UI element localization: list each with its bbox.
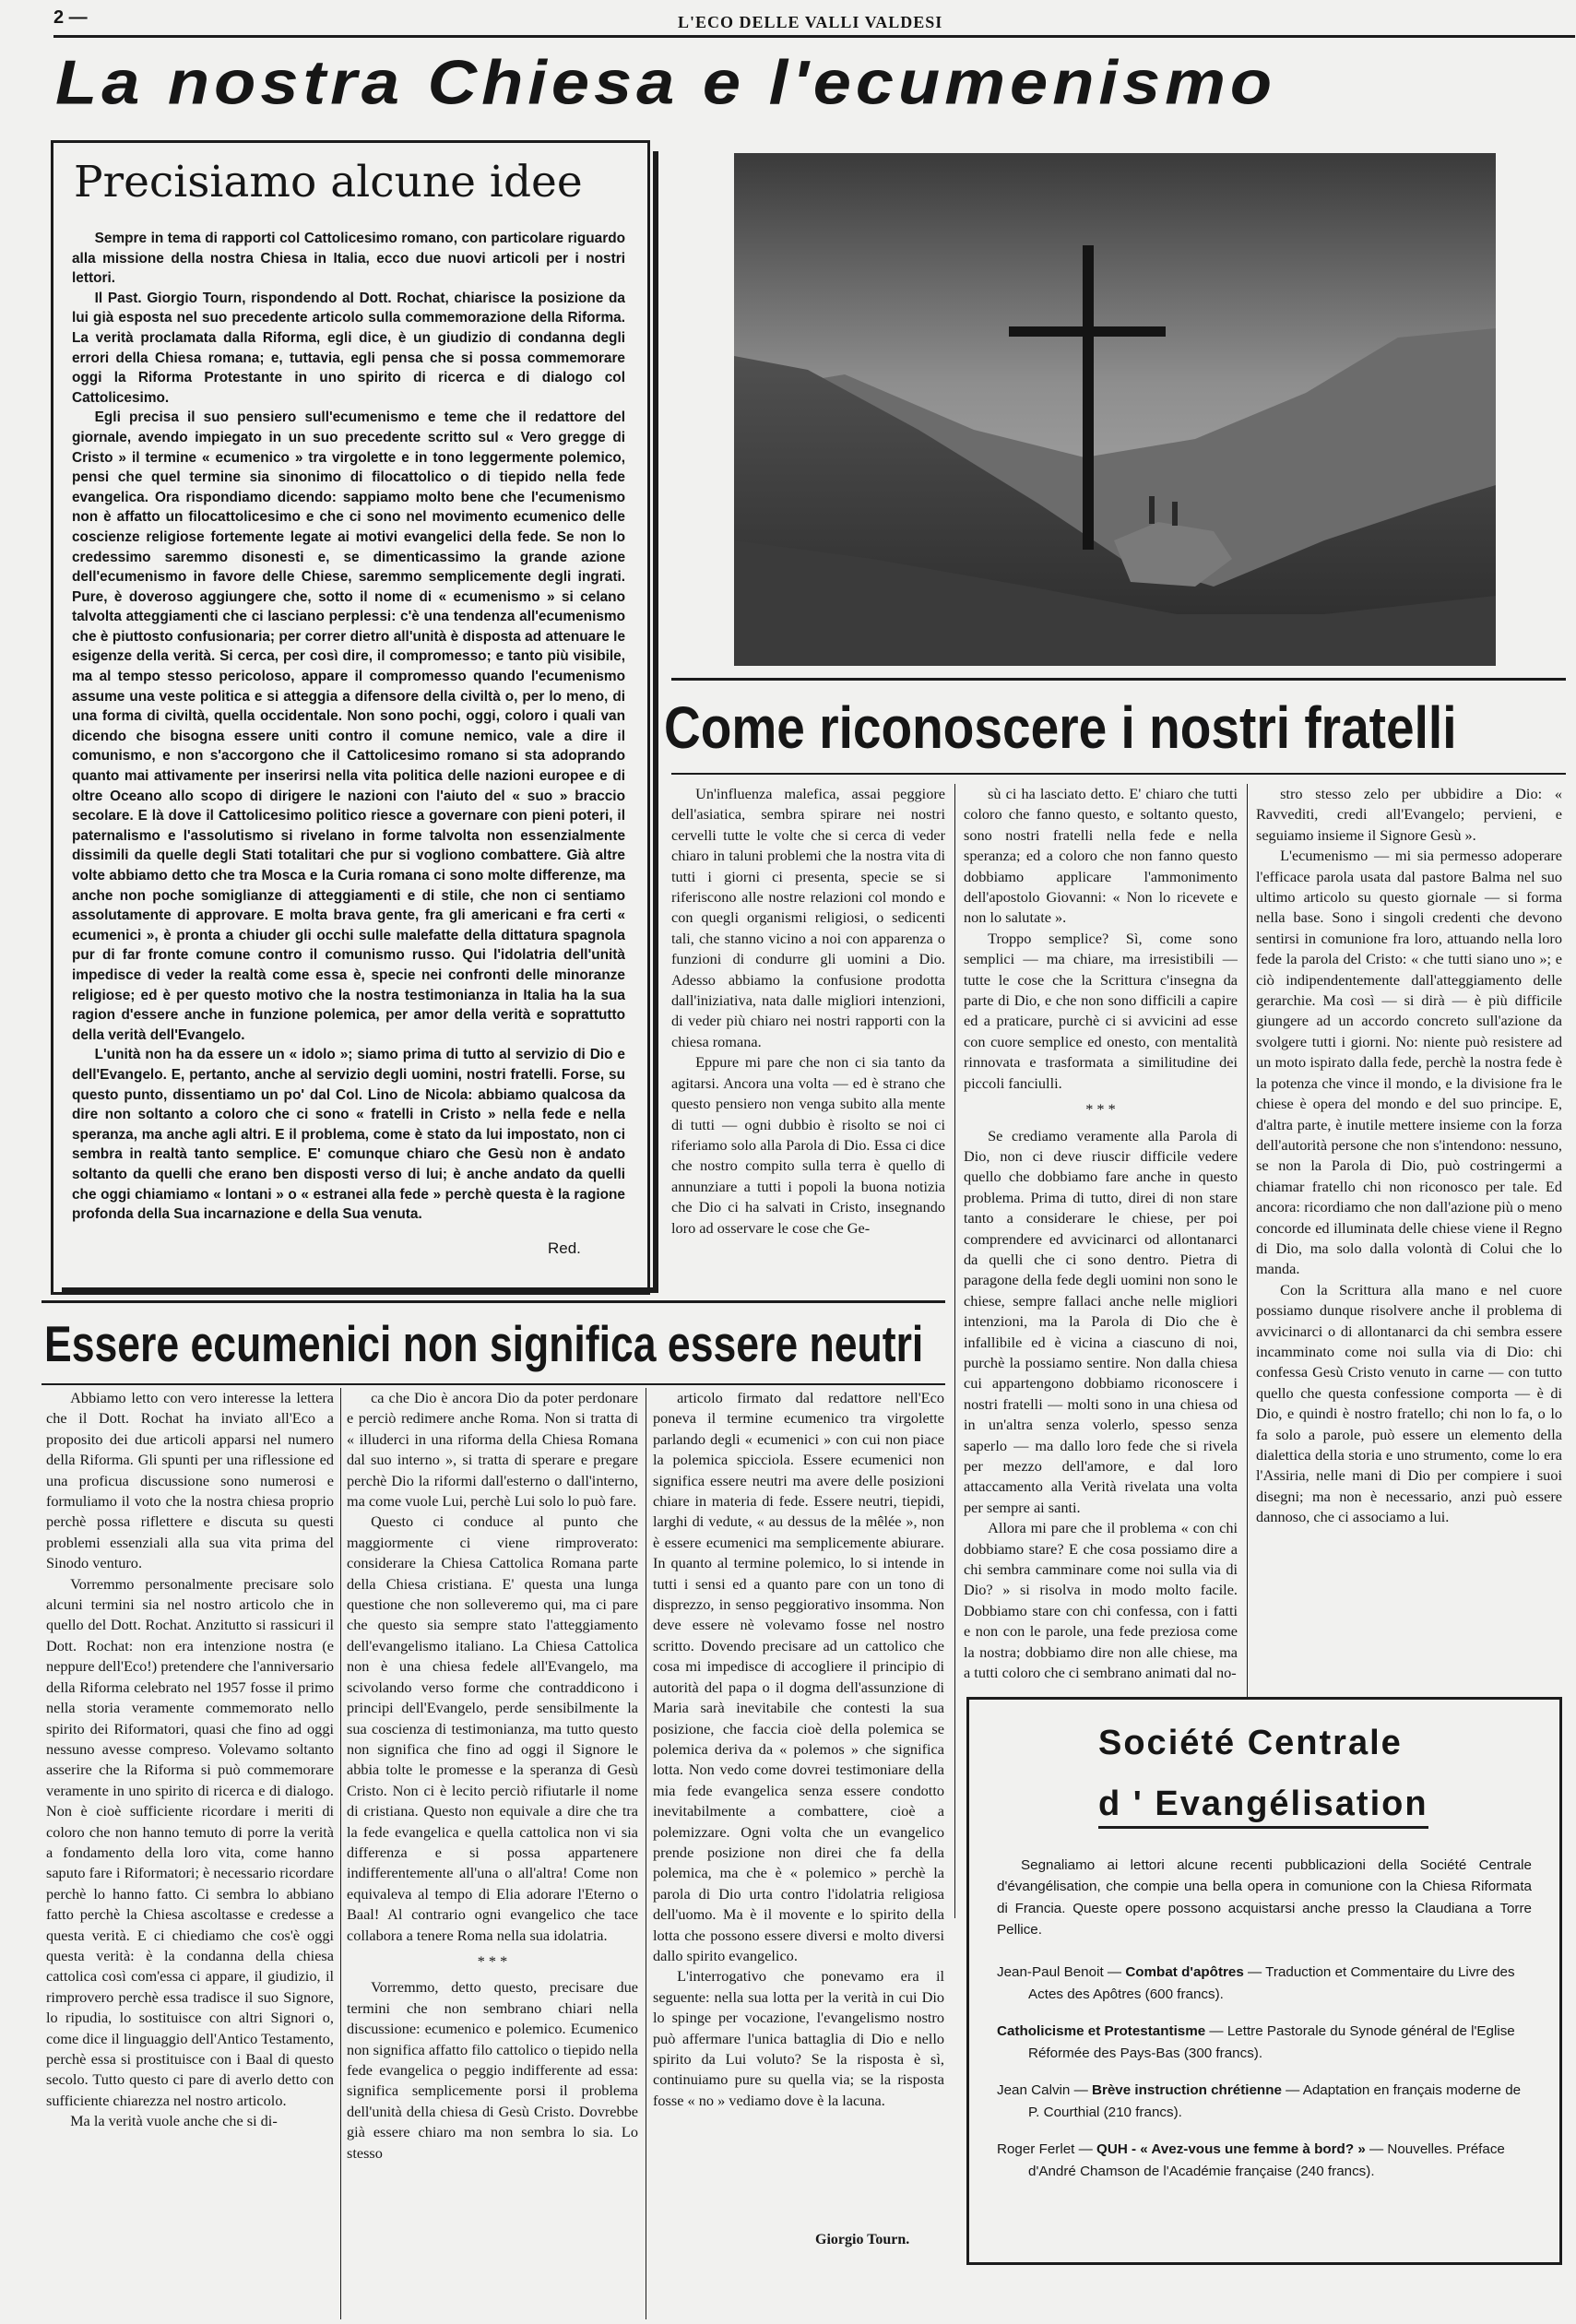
article3-title-rule	[41, 1383, 945, 1385]
masthead-rule	[53, 35, 1575, 38]
article3-paragraph: Vorremmo personalmente precisare solo alcuni termini sia nel nostro articolo che in quello del Dott. Rochat. Anzitutto si rassicuri il Dott. Rochat: non era intenzione nostra (e neppure dell'Eco!) pretendere che l'anniversario della Riforma celebrato nel 1957 fosse il primo nella storia veramente commemorato nello spirito dei Riformatori, quasi che fino ad oggi nessuno avesse compreso. Volevamo soltanto asserire che la Riforma si può commemorare veramente in uno spirito di ricerca e di dialogo. Non è cioè sufficiente ricordare i meriti di coloro che non hanno temuto di porre la verità a fondamento della loro vita, come hanno saputo fare i Riformatori; è necessario ricordare perchè lo hanno fatto. Ci sembra lo abbiano fatto perchè la Chiesa ascoltasse e credesse a questa verità. E ci chiediamo che cos'è oggi questa verità: è la condanna della chiesa cattolica così com'essa ci appare, il giudizio, il rimprovero perchè essa tradisce il suo Signore, lo ripudia, lo sostituisce con altri Signori o, come dice il linguaggio dell'Antico Testamento, perchè essa si prostituisce con i Baal di questo secolo. Tutto questo ci pare di averlo detto con sufficiente chiarezza nel nostro articolo.	[46, 1574, 334, 2109]
sce-title-line2: d ' Evangélisation	[1098, 1784, 1428, 1829]
article2-title: Come riconoscere i nostri fratelli	[664, 694, 1457, 761]
article2-paragraph: stro stesso zelo per ubbidire a Dio: « Ravvediti, credi all'Evangelo; pervieni, e seguiamo insieme il Signore Gesù ».	[1256, 785, 1562, 844]
banner-headline: La nostra Chiesa e l'ecumenismo	[55, 46, 1277, 118]
sce-list-item: Catholicisme et Protestantisme — Lettre Pastorale du Synode général de l'Eglise Réformée des Pays-Bas (300 francs).	[997, 2022, 1515, 2061]
article1-paragraph: L'unità non ha da essere un « idolo »; siamo prima di tutto al servizio di Dio e dell'Evangelo. E, pertanto, anche al servizio degli uomini, nostri fratelli. Forse, su questo punto, dissentiamo un po' dal Col. Lino de Nicola: abbiamo qualcosa da dire non soltanto a coloro che ci sono « fratelli in Cristo » nella fede e nella speranza, ma anche agli altri. E il problema, come è stato da lui impostato, non ci sembra in realtà tanto semplice. E' comunque chiaro che Gesù non è andato soltanto da quelli che erano ben disposti verso di lui; è anche andato da quelli che oggi chiamiamo « lontani » o « estranei alla fede » perchè questa è la ragione profonda della Sua incarnazione e della Sua venuta.	[72, 1047, 625, 1223]
article3-paragraph: L'interrogativo che ponevamo era il seguente: nella sua lotta per la verità in cui Dio lo spinge per vocazione, l'evangelismo nostro può affermare l'unica battaglia di Dio e nello spirito da Lui voluto? Se la risposta è sì, continuiamo pure su quella via; se la risposta fosse « no » vediamo dove è la lacuna.	[653, 1967, 944, 2109]
article3-paragraph: Abbiamo letto con vero interesse la lettera che il Dott. Rochat ha inviato all'Eco a proposito dei due articoli apparsi nel numero della Riforma. Gli spunti per una riflessione ed una proficua discussione sono numerosi e formuliamo il voto che la nostra chiesa proprio perchè possa riflettere e discuta su questi problemi essenziali alla sua vita prima del Sinodo venturo.	[46, 1389, 334, 1572]
article3-paragraph: articolo firmato dal redattore nell'Eco poneva il termine ecumenico tra virgolette parlando degli « ecumenici » con cui non piace la polemica spicciola. Essere ecumenici non significa essere neutri ma avere delle posizioni chiare in materia di fede. Essere neutri, tiepidi, larghi di vedute, « au dessus de la mêlée », non è essere ecumenici ma semplicemente abiurare. In quanto al termine polemico, lo si intende in tutti i sensi ed a quanto pare con un tono di disprezzo, in senso peggiorativo insomma. Non deve essere nè volevamo fosse nel nostro scritto. Dovendo precisare ad un cattolico che cosa mi impedisce di accogliere il principio di autorità del papa o il dogma dell'assunzione di Maria sarà inevitabile che contesti la sua posizione, che faccia cioè della polemica se polemica deriva da « polemos » che significa lotta. Non vedo come dovrei testimoniare della mia fede evangelica senza essere condotto inevitabilmente a combattere, cioè a polemizzare. Ogni volta che un evangelico prende posizione non direi che fa della polemica, ma che è « polemico » perchè la parola di Dio urta contro l'idolatria religiosa dell'uomo. Ma è il movente e lo spirito della lotta che possono essere diversi e molto diversi dallo spirito evangelico.	[653, 1389, 944, 1964]
sce-list-item: Roger Ferlet — QUH - « Avez-vous une femme à bord? » — Nouvelles. Préface d'André Chamson de l'Académie française (240 francs).	[997, 2140, 1505, 2179]
article3-column-2	[347, 1388, 638, 2319]
article2-title-rule	[671, 773, 1566, 775]
article1-signature: Red.	[548, 1239, 581, 1257]
sce-intro: Segnaliamo ai lettori alcune recenti pubblicazioni della Société Centrale d'évangélisation, che compie una bella opera in comunione con la Chiesa Riformata di Francia. Queste opere possono acquistarsi anche presso la Claudiana a Torre Pellice.	[997, 1857, 1532, 1939]
sce-box	[966, 1697, 1562, 2265]
article1-body	[72, 229, 625, 1262]
col-divider	[340, 1388, 341, 2319]
article3-signature: Giorgio Tourn.	[815, 2232, 910, 2247]
article3-paragraph: Vorremmo, detto questo, precisare due termini che non sembrano chiari nella discussione: ecumenico e polemico. Ecumenico non significa affatto filo cattolico o tiepido nella fede evangelica o peggio indifferente ad essa: significa semplicemente porsi il problema dell'unità della chiesa di Gesù Cristo. Dovrebbe già essere chiaro ma non sembra lo sia. Lo stesso	[347, 1978, 638, 2162]
sce-list	[997, 1962, 1532, 2183]
separator-stars: * * *	[1085, 1100, 1116, 1119]
article3-paragraph: Questo ci conduce al punto che maggiormente ci viene rimproverato: considerare la Chiesa Cattolica Romana parte della Chiesa cristiana. E' questa una lunga questione che non solleveremo qui, ma ci pare che questo sia sempre stato l'atteggiamento dell'evangelismo italiano. La Chiesa Cattolica non è una chiesa fedele all'Evangelo, ma scivolando verso forme che contraddicono i principi dell'Evangelo, perde sensibilmente la sua coscienza di testimonianza, ma tutto questo non significa che fino ad oggi il Signore le abbia tolte le promesse e la speranza di Gesù Cristo. Non ci è lecito perciò rifiutarle il nome di cristiana. Questo non equivale a dire che tra la fede evangelica e quella cattolica non vi sia differenza e si possa appartenere indifferentemente all'una o all'altra! Come non equivaleva al tempo di Elia adorare l'Eterno o Baal! Al contrario ogni evangelico che tace collabora a tenere Roma nella sua idolatria.	[347, 1512, 638, 1944]
article2-column-1	[671, 784, 945, 1300]
article1-paragraph: Sempre in tema di rapporti col Cattolicesimo romano, con particolare riguardo alla missione della nostra Chiesa in Italia, ecco due nuovi articoli per i nostri lettori.	[72, 231, 625, 287]
section-rule	[41, 1300, 945, 1303]
article2-paragraph: L'ecumenismo — mi sia permesso adoperare l'efficace parola usata dal pastore Balma nel suo ultimo articolo su questo giornale — si forma nella base. Sono i singoli credenti che devono sentirsi in comunione fra loro, attuando nella loro fede la parola del Cristo: « che tutti siano uno »; e ciò indipendentemente dall'atteggiamento delle gerarchie. Ma così — si dirà — è più difficile giungere ad un accordo concreto sull'azione da svolgere tutti i giorni. No: niente può resistere ad un moto ispirato dalla fede, perchè la nostra fede è la potenza che vince il mondo, e la divisione fra le chiese è opera del mondo e del suo principe. E, d'altra parte, è inutile mettere insieme con la forza dell'autorità persone che non s'intendono: nessuno, se non la Parola di Dio, può costringermi a chiamar fratello chi non riconosco per tale. Ed ancora: ricordiamo che non dall'azione più o meno concorde ed illuminata delle chiese viene il Regno di Dio, ma solo dalla volontà di Colui che lo manda.	[1256, 847, 1562, 1278]
article2-paragraph: Se crediamo veramente alla Parola di Dio, non ci deve riuscir difficile vedere quello che dobbiamo fare anche in questo problema. Prima di tutto, direi di non stare tanto a considerare le chiese, per poi comprendere ed avvicinarci od allontanarci da quelli che ci sono dentro. Pietra di paragone della fede degli uomini non sono le chiese, sempre fallaci anche nelle migliori intenzioni, ma la Parola di Dio che è infallibile ed è vicina a ciascuno di noi, purchè la possiamo sentire. Non dalla chiesa cui appartengono dobbiamo riconoscere i nostri fratelli — molti sono in una chiesa od in un'altra senza volerlo, spesso senza saperlo — ma dallo loro fede che si rivela per mezzo dell'amore, e dal loro attaccamento alla Verità rivelata una volta per sempre ai santi.	[964, 1126, 1238, 1516]
article1-paragraph: Egli precisa il suo pensiero sull'ecumenismo e teme che il redattore del giornale, avendo impiegato in un suo precedente scritto sul « Vero gregge di Cristo » il termine « ecumenico » tra virgolette e in tono leggermente polemico, pensi che quel termine sia sinonimo di filocattolico o di tiepido nella fede evangelica. Ora rispondiamo dicendo: sappiamo molto bene che l'ecumenismo non è affatto un filocattolicesimo e che ci sono nel movimento ecumenico delle coscienze religiose fortemente legate ai motivi evangelici della fede. Se non lo credessimo saremmo disonesti e, se dimenticassimo la grande azione dell'ecumenismo in favore delle Chiese, saremmo semplicemente degli ingrati. Pure, è doveroso aggiungere che, sotto il nome di « ecumenismo » si celano talvolta atteggiamenti che ci lasciano perplessi: c'è una tendenza all'ecumenismo che è piuttosto confusionaria; per correr dietro all'unità è disposta ad attenuare le esigenze della verità. Si cerca, per così dire, il compromesso; e tanto più visibile, ma al tempo stesso pericoloso, appare il compromesso quando l'ecumenismo assume una veste politica e si atteggia a difensore della civiltà o, per lo meno, di una forma di civiltà, quella occidentale. Non sono pochi, oggi, coloro i quali van dicendo che bisogna essere uniti contro il comune nemico, vale a dire il comunismo, e non s'accorgono che il Cattolicesimo romano si sta adoprando quanto mai attivamente per inserirsi nella vita politica delle nazioni europee e di oltre Oceano allo scopo di dirigere le nazioni con l'aiuto del « suo » braccio secolare. E là dove il Cattolicesimo politico riesce a governare con pieni poteri, il paternalismo e l'assolutismo si rivelano in forme talvolta non essenzialmente dissimili da quelle degli Stati totalitari che pur si vogliono combattere. Già altre volte abbiamo detto che tra Mosca e la Curia romana ci sono molte differenze, ma anche non poche somiglianze di atteggiamenti e di stile, che non ci sentiamo assolutamente di approvare. E molta brava gente, fra gli americani e fra certi « ecumenici », è pronta a chiuder gli occhi sulle malefatte della dittatura spagnola pur di far fronte comune contro il comunismo russo. Qui l'idolatria dell'unità impedisce di veder la realtà come essa è, specie nei confronti delle minoranze religiose; ed è per questo motivo che la nostra testimonianza in Italia ha la sua ragion d'essere anche in funzione polemica, per amor della verità e soprattutto della verità dell'Evangelo.	[72, 409, 625, 1043]
newspaper-name: L'ECO DELLE VALLI VALDESI	[678, 13, 943, 31]
article2-paragraph: Eppure mi pare che non ci sia tanto da agitarsi. Ancora una volta — ed è strano che questo pensiero non venga subito alla mente di tutti — ogni dubbio è risolto se noi ci riferiamo solo alla Parola di Dio. Essa ci dice che nostro compito sulla terra è quello di annunziare a tutti i popoli la buona notizia che Dio ci ha salvati in Cristo, insegnando loro ad osservare le cose che Ge-	[671, 1053, 945, 1237]
article1-paragraph: Il Past. Giorgio Tourn, rispondendo al Dott. Rochat, chiarisce la posizione da lui già esposta nel suo precedente articolo sulla commemorazione della Riforma. La verità proclamata dalla Riforma, egli dice, è un giudizio di condanna degli errori della Chiesa romana; e, tuttavia, egli pensa che si possa commemorare oggi la Riforma Protestante in uno spirito di ricerca e di dialogo col Cattolicesimo.	[72, 290, 625, 406]
separator-stars: * * *	[477, 1951, 508, 1970]
photo-mountain-cross	[734, 153, 1496, 666]
article2-paragraph: Con la Scrittura alla mano e nel cuore possiamo dunque risolvere anche il problema di avvicinarci o di allontanarci da chi sembra essere incamminato come noi sulla via di Dio: chi confessa Gesù Cristo venuto in carne — con tutto quello che questa confessione comporta — è di Dio, e quindi è nostro fratello; chi non lo fa, o lo fa solo a parole, può essere un elemento della dialettica della storia e uno strumento, come lo era l'Assiria, nelle mani di Dio per compiere i suoi disegni; ma non è necessario, anzi può essere dannoso, che ci associamo a lui.	[1256, 1280, 1562, 1526]
mountain-cross-image	[734, 153, 1496, 666]
article3-column-1	[46, 1388, 334, 2319]
section-rule	[671, 678, 1566, 681]
article2-paragraph: Troppo semplice? Sì, come sono semplici — ma chiare, ma irresistibili — tutte le cose che la Scrittura c'insegna da parte di Dio, e che non sono difficili a capire ed a praticare, purchè ci si avvicini ad esse con cuore semplice ed onesto, con mentalità rinnovata e trasformata a similitudine dei piccoli fanciulli.	[964, 929, 1238, 1092]
page-number: 2 —	[53, 7, 88, 28]
article3-column-3	[653, 1388, 944, 2232]
col-divider	[954, 784, 955, 1918]
sce-list-item: Jean-Paul Benoit — Combat d'apôtres — Traduction et Commentaire du Livre des Actes des Apôtres (600 francs).	[997, 1963, 1515, 2002]
sce-list-item: Jean Calvin — Brève instruction chrétienne — Adaptation en français moderne de P. Courthial (210 francs).	[997, 2081, 1522, 2120]
sce-title-line1: Société Centrale	[1098, 1724, 1403, 1762]
article2-paragraph: sù ci ha lasciato detto. E' chiaro che tutti coloro che fanno questo, e soltanto questo, sono nostri fratelli nella fede e nella speranza; ed a coloro che non fanno questo dobbiamo applicare l'ammonimento dell'apostolo Giovanni: « Non lo ricevete e non lo salutate ».	[964, 785, 1238, 927]
article2-paragraph: Allora mi pare che il problema « con chi dobbiamo stare? E che cosa possiamo dire a chi sembra camminare come noi sulla via di Dio? » si risolva in modo molto facile. Dobbiamo stare con chi confessa, con i fatti e non con le parole, una fede preziosa come la nostra; dobbiamo dire non alle chiese, ma a tutti coloro che ci sembrano animati dal no-	[964, 1519, 1238, 1682]
article3-paragraph: Ma la verità vuole anche che si di-	[70, 2112, 278, 2130]
article1-title: Precisiamo alcune idee	[74, 157, 583, 208]
article2-paragraph: Un'influenza malefica, assai peggiore dell'asiatica, sembra spirare nei nostri cervelli tutte le volte che si cerca di veder chiaro in taluni problemi che la nostra vita di tutti i giorni ci presenta, specie se si riferiscono alle nostre relazioni col mondo e con quegli organismi religiosi, o sedicenti tali, che stanno vicino a noi con apparenza o funzioni di condurre gli uomini a Dio. Adesso abbiamo la confusione prodotta dall'iniziativa, nata dalle migliori intenzioni, di veder più chiaro nei nostri rapporti con la chiesa romana.	[671, 785, 945, 1050]
article3-paragraph: ca che Dio è ancora Dio da poter perdonare e perciò redimere anche Roma. Non si tratta di « illuderci in una riforma della Chiesa Romana dal suo interno », si tratta di sperare e pregare perchè Dio la riformi dall'esterno o dall'interno, ma come vuole Lui, perchè Lui solo lo può fare.	[347, 1389, 638, 1511]
sce-content	[997, 1855, 1532, 2198]
article3-title: Essere ecumenici non significa essere neutri	[44, 1315, 924, 1372]
